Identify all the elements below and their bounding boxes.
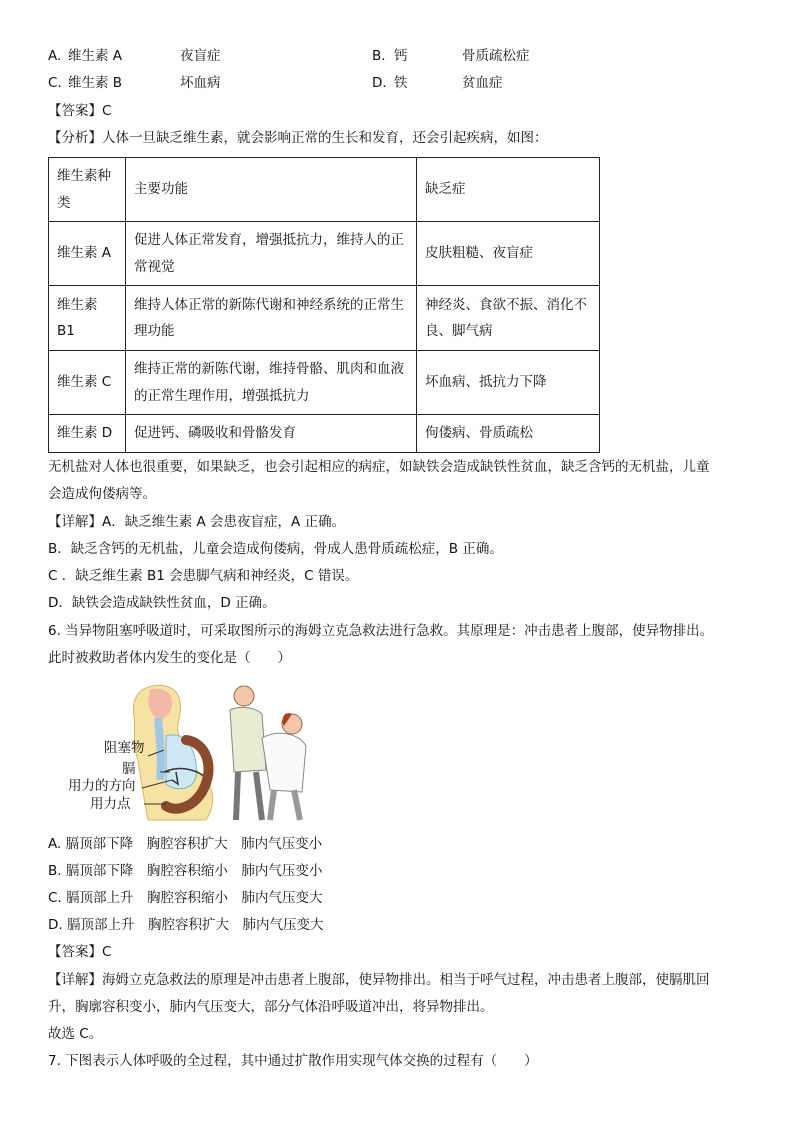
option-b-disease: 骨质疏松症 <box>462 48 530 64</box>
option-a-letter: A. <box>48 48 62 64</box>
header-cell: 维生素种类 <box>49 158 126 222</box>
table-cell: 促进人体正常发育，增强抵抗力，维持人的正常视觉 <box>126 222 417 286</box>
table-cell: 维持人体正常的新陈代谢和神经系统的正常生理功能 <box>126 286 417 351</box>
q6-answer: 【答案】C <box>48 944 112 960</box>
table-cell: 维生素 B1 <box>49 286 126 351</box>
table-header-row <box>49 158 600 222</box>
q7-stem: 7. 下图表示人体呼吸的全过程，其中通过扩散作用实现气体交换的过程有（ ） <box>48 1053 538 1069</box>
table-row <box>49 222 600 286</box>
header-cell: 主要功能 <box>126 158 417 222</box>
label-blockage: 阻塞物 <box>104 740 145 756</box>
q6-option-b: B. 膈顶部下降 胸腔容积缩小 肺内气压变小 <box>48 863 323 879</box>
table-row <box>49 286 600 351</box>
table-cell: 维生素 C <box>49 351 126 415</box>
label-diaphragm: 膈 <box>122 761 136 777</box>
table-cell: 皮肤粗糙、夜盲症 <box>417 222 600 286</box>
q6-detail-line1: 【详解】海姆立克急救法的原理是冲击患者上腹部，使异物排出。相当于呼气过程，冲击患者上腹部，使膈肌回 <box>48 972 710 988</box>
option-a-disease: 夜盲症 <box>180 48 221 64</box>
table-row <box>49 351 600 415</box>
q5-after-table-line1: 无机盐对人体也很重要，如果缺乏，也会引起相应的病症，如缺铁会造成缺铁性贫血，缺乏含钙的无机盐，儿童 <box>48 459 710 475</box>
table-cell: 维生素 D <box>49 415 126 453</box>
q6-option-c: C. 膈顶部上升 胸腔容积缩小 肺内气压变大 <box>48 890 323 906</box>
option-d-nutrient: 铁 <box>394 75 408 91</box>
q6-conclusion: 故选 C。 <box>48 1026 103 1042</box>
label-force-point: 用力点 <box>90 796 131 812</box>
option-b-nutrient: 钙 <box>394 48 408 64</box>
option-b-letter: B. <box>372 48 386 64</box>
table-cell: 促进钙、磷吸收和骨骼发育 <box>126 415 417 453</box>
vitamin-table <box>48 157 600 453</box>
option-c-disease: 坏血病 <box>180 75 221 91</box>
table-cell: 维生素 A <box>49 222 126 286</box>
option-d-disease: 贫血症 <box>462 75 503 91</box>
patient-body <box>262 733 306 792</box>
q5-analysis: 【分析】人体一旦缺乏维生素，就会影响正常的生长和发育，还会引起疾病，如图： <box>48 130 548 146</box>
table-cell: 神经炎、食欲不振、消化不良、脚气病 <box>417 286 600 351</box>
q5-detail-c: C ．缺乏维生素 B1 会患脚气病和神经炎，C 错误。 <box>48 568 359 584</box>
q5-detail-a: 【详解】A．缺乏维生素 A 会患夜盲症，A 正确。 <box>48 514 346 530</box>
option-a-nutrient: 维生素 A <box>68 48 123 64</box>
heimlich-figure <box>66 680 326 825</box>
q6-option-d: D. 膈顶部上升 胸腔容积扩大 肺内气压变大 <box>48 917 324 933</box>
option-c-nutrient: 维生素 B <box>68 75 123 91</box>
label-force-direction: 用力的方向 <box>68 778 136 794</box>
q6-stem-line1: 6. 当异物阻塞呼吸道时，可采取图所示的海姆立克急救法进行急救。其原理是：冲击患者上腹部，使异物排出。 <box>48 623 714 639</box>
table-row <box>49 415 600 453</box>
rescuer-head <box>234 686 254 706</box>
q6-detail-line2: 升，胸廓容积变小，肺内气压变大，部分气体沿呼吸道冲出，将异物排出。 <box>48 999 494 1015</box>
q5-answer: 【答案】C <box>48 103 112 119</box>
q5-detail-b: B．缺乏含钙的无机盐，儿童会造成佝偻病，骨成人患骨质疏松症，B 正确。 <box>48 541 503 557</box>
table-cell: 坏血病、抵抗力下降 <box>417 351 600 415</box>
q5-detail-d: D．缺铁会造成缺铁性贫血，D 正确。 <box>48 595 276 611</box>
patient-legs <box>270 790 300 820</box>
table-cell: 维持正常的新陈代谢，维持骨骼、肌肉和血液的正常生理作用，增强抵抗力 <box>126 351 417 415</box>
header-cell: 缺乏症 <box>417 158 600 222</box>
q6-option-a: A. 膈顶部下降 胸腔容积扩大 肺内气压变小 <box>48 836 323 852</box>
q6-stem-line2: 此时被救助者体内发生的变化是（ ） <box>48 650 291 666</box>
q5-after-table-line2: 会造成佝偻病等。 <box>48 486 156 502</box>
table-cell: 佝偻病、骨质疏松 <box>417 415 600 453</box>
rescuer-body <box>230 707 266 772</box>
option-c-letter: C. <box>48 75 62 91</box>
rescuer-legs <box>236 772 262 820</box>
option-d-letter: D. <box>372 75 387 91</box>
airway-shape <box>158 718 161 780</box>
